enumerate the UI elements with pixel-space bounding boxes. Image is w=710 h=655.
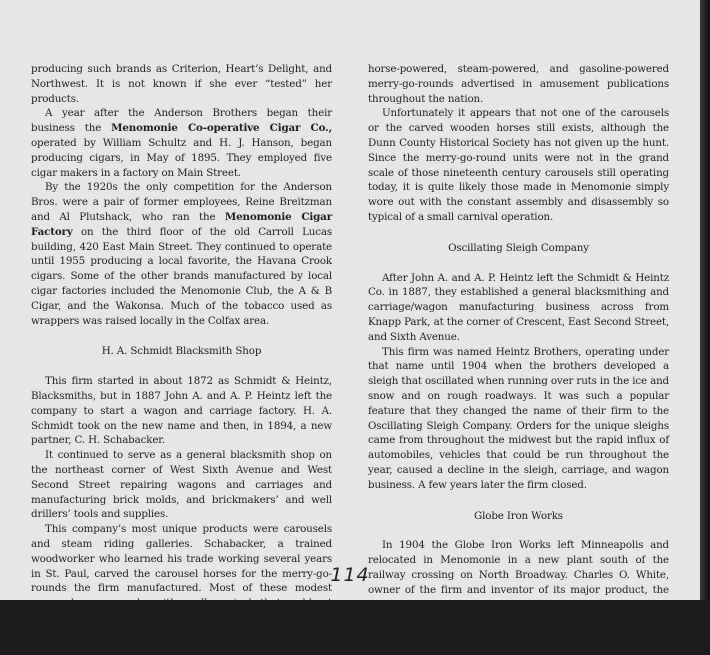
business-name: Menomonie Cigar Factory xyxy=(31,210,332,238)
business-name: Menomonie Co-operative Cigar Co., xyxy=(111,122,332,135)
section-heading: Globe Iron Works xyxy=(474,509,563,522)
paragraph: This company’s most unique products were carousels and steam riding galleries. Schabacker, a trained woodworker who learned his trade working several years in St. Paul, carved the carousel horses for the merry-go-rounds the firm manufactured. Most of these modest carousels were popular with small carnivals that could not afford the the grand ones manufactured by such companies as the Philadelphia Toboggan Company. Schmidt’s firm was a major supplier for the xyxy=(31,523,332,654)
right-column xyxy=(368,62,669,612)
text-run: By the 1920s the only competition for the Anderson Bros. were a pair of former employees, Reine Breitzman and Al Plutshack, who ran the xyxy=(31,181,332,223)
paragraph xyxy=(31,180,332,328)
paragraph: It continued to serve as a general blacksmith shop on the northeast corner of West Sixth Avenue and West Second Street repairing wagons and carriages and manufacturing brick molds, and brickmakers’ and well drillers’ tools and supplies. xyxy=(31,449,332,521)
paragraph xyxy=(31,106,332,180)
paragraph: After John A. and A. P. Heintz left the Schmidt & Heintz Co. in 1887, they established a general blacksmithing and carriage/wagon manufacturing business across from Knapp Park, at the corner of Crescent, East Second Street, and Sixth Avenue. xyxy=(368,271,669,343)
book-edge-shadow xyxy=(700,0,710,600)
section-heading: H. A. Schmidt Blacksmith Shop xyxy=(101,345,262,358)
text-run: operated by William Schultz and H. J. Hanson, began producing cigars, in May of 1895. They employed five cigar makers in a factory on Main Street. xyxy=(31,136,332,179)
section-heading: Oscillating Sleigh Company xyxy=(448,241,589,254)
paragraph: This firm was named Heintz Brothers, operating under that name until 1904 when the brothers developed a sleigh that oscillated when running over ruts in the ice and snow and on rough roadways. It was such a popular feature that they changed the name of their firm to the Oscillating Sleigh Company. Orders for the unique sleighs came from throughout the midwest but the rapid influx of automobiles, vehicles that could be run throughout the year, caused a decline in the sleigh, carriage, and wagon business. A few years later the firm closed. xyxy=(368,345,669,491)
paragraph: In 1904 the Globe Iron Works left Minneapolis and relocated in Menomonie in a new plant south of the railway crossing on North Broadway. Charles O. White, owner of the firm and inventor of its major product, the White engine, very likely moved to Menomonie xyxy=(368,539,669,611)
page-number: 114 xyxy=(330,564,370,586)
paragraph: This firm started in about 1872 as Schmidt & Heintz, Blacksmiths, but in 1887 John A. and A. P. Heintz left the company to start a wagon and carriage factory. H. A. Schmidt took on the new name and then, in 1894, a new partner, C. H. Schabacker. xyxy=(31,375,332,447)
text-run: A year after the Anderson Brothers began their business the xyxy=(31,107,332,135)
paragraph: producing such brands as Criterion, Heart’s Delight, and Northwest. It is not known if she ever “tested” her products. xyxy=(31,63,332,105)
paragraph: Unfortunately it appears that not one of the carousels or the carved wooden horses still exists, although the Dunn County Historical Society has not given up the hunt. Since the merry-go-round units were not in the grand scale of those nineteenth century carousels still operating today, it is quite likely those made in Menomonie simply wore out with the constant assembly and disassembly so typical of a small carnival operation. xyxy=(368,107,669,223)
text-run: on the third floor of the old Carroll Lucas building, 420 East Main Street. They continued to operate until 1955 producing a local favorite, the Havana Crook cigars. Some of the other brands manufactured by local cigar factories included the Menomonie Club, the A & B Cigar, and the Wakonsa. Much of the tobacco used as wrappers was raised locally in the Colfax area. xyxy=(31,225,332,327)
paragraph: horse-powered, steam-powered, and gasoline-powered merry-go-rounds advertised in amusement publications throughout the nation. xyxy=(368,63,669,105)
